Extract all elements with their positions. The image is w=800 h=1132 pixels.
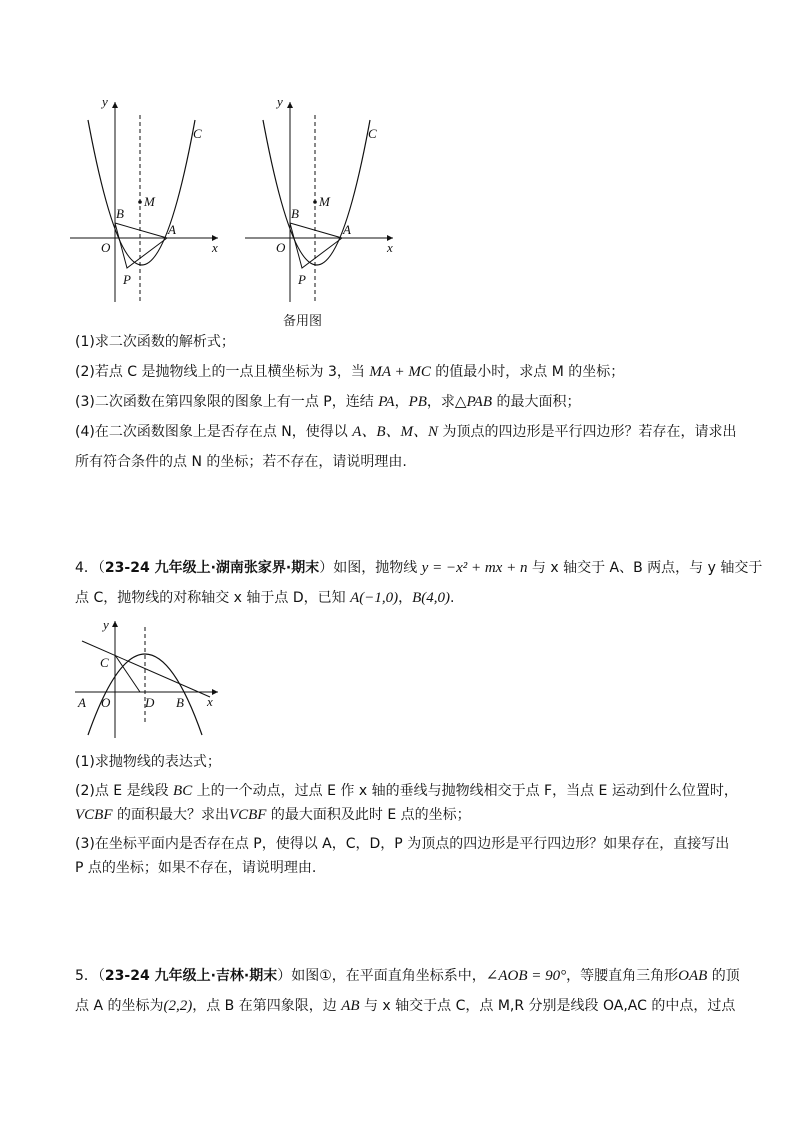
fig2-label-b: B [291,206,299,221]
fig2-label-o: O [276,240,286,255]
fig1-label-x: x [212,240,218,255]
fig-q4-label-b: B [176,695,184,710]
fig1-label-a: A [168,222,176,237]
q4-part-1: (1)求抛物线的表达式； [75,754,221,770]
q3-part-3: (3)二次函数在第四象限的图象上有一点 P，连结 PA，PB，求△PAB 的最大面积； [75,394,581,410]
fig-q4-label-x: x [207,694,213,709]
q5-stem-line-1: 5．（23-24 九年级上·吉林·期末）如图①，在平面直角坐标系中，∠AOB = 90°，等腰直角三角形OAB 的顶 [75,968,740,984]
q3-part-4: (4)在二次函数图象上是否存在点 N，使得以 A、B、M、N 为顶点的四边形是平行四边形？若存在，请求出 [75,424,737,440]
q5-stem-line-2: 点 A 的坐标为(2,2)，点 B 在第四象限，边 AB 与 x 轴交于点 C，点 M,R 分别是线段 OA,AC 的中点，过点 [75,998,736,1014]
fig2-label-p: P [298,272,306,287]
q4-stem-line-2: 点 C，抛物线的对称轴交 x 轴于点 D，已知 A(−1,0)，B(4,0). [75,590,455,606]
fig-q4-label-c: C [100,655,109,670]
figure-q4-parabola [70,615,230,740]
fig1-label-y: y [102,94,108,109]
q4-part-2-cont: VCBF 的面积最大？求出VCBF 的最大面积及此时 E 点的坐标； [75,807,471,823]
fig-q4-label-o: O [101,695,111,710]
figure-2-parabola [235,90,405,305]
q4-part-3-cont: P 点的坐标；如果不存在，请说明理由. [75,860,317,876]
fig2-label-a: A [343,222,351,237]
fig-q4-label-y: y [103,617,109,632]
q4-stem-line-1: 4．（23-24 九年级上·湖南张家界·期末）如图，抛物线 y = −x² + mx + n 与 x 轴交于 A、B 两点，与 y 轴交于 [75,560,763,576]
fig1-label-c: C [193,126,202,141]
fig1-label-b: B [116,206,124,221]
fig2-label-c: C [368,126,377,141]
fig1-label-o: O [101,240,111,255]
q4-part-2: (2)点 E 是线段 BC 上的一个动点，过点 E 作 x 轴的垂线与抛物线相交于点 F，当点 E 运动到什么位置时， [75,783,738,799]
fig2-label-x: x [387,240,393,255]
fig-q4-label-a: A [78,695,86,710]
fig2-label-y: y [277,94,283,109]
q3-part-1: (1)求二次函数的解析式； [75,334,235,350]
fig-q4-label-d: D [145,695,155,710]
figure-1-parabola [60,90,230,305]
q4-part-3: (3)在坐标平面内是否存在点 P，使得以 A，C，D，P 为顶点的四边形是平行四边形？如果存在，直接写出 [75,836,730,852]
fig1-label-m: M [144,194,155,209]
q3-part-4-cont: 所有符合条件的点 N 的坐标；若不存在，请说明理由. [75,454,407,470]
fig2-label-m: M [319,194,330,209]
figure-2-caption: 备用图 [283,314,323,329]
q3-part-2: (2)若点 C 是抛物线上的一点且横坐标为 3，当 MA + MC 的值最小时，求点 M 的坐标； [75,364,625,380]
fig1-label-p: P [123,272,131,287]
